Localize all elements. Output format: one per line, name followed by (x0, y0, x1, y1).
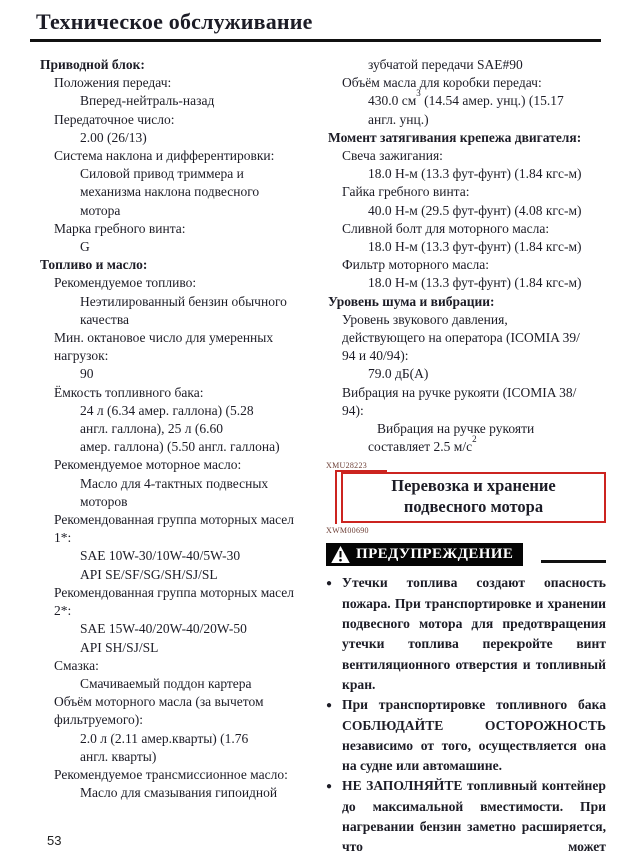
spec-line: Вибрация на ручке рукояти (ICOMIA 38/ (342, 384, 577, 400)
spec-line: Фильтр моторного масла: (342, 257, 490, 273)
spec-line: Марка гребного винта: (54, 220, 186, 236)
section-title-block (326, 472, 606, 523)
spec-line: зубчатой передачи SAE#90 (368, 57, 523, 72)
spec-line: 1*: (54, 530, 72, 546)
spec-line: 18.0 Н-м (13.3 фут-фунт) (1.84 кгс-м) (368, 239, 582, 255)
spec-line: Вибрация на ручке рукояти (377, 421, 535, 437)
spec-column-right (326, 56, 606, 858)
section-title-line1: Перевозка и хранение (391, 476, 556, 496)
spec-line: G (80, 239, 90, 255)
spec-line: 94): (342, 402, 364, 418)
spec-line: Момент затягивания крепежа двигателя: (328, 129, 582, 145)
spec-line: Рекомендуемое моторное масло: (54, 457, 242, 473)
spec-line: Объём масла для коробки передач: (342, 75, 542, 91)
red-leader-hline (335, 470, 387, 472)
spec-line: Неэтилированный бензин обычного (80, 293, 287, 309)
bullet-icon: ● (326, 781, 333, 793)
warning-banner (326, 543, 523, 566)
spec-line: мотора (80, 202, 121, 218)
spec-line: Передаточное число: (54, 111, 175, 127)
bullet-icon: ● (326, 700, 333, 712)
spec-line: Система наклона и дифферентировки: (54, 148, 275, 164)
title-rule (30, 39, 601, 42)
spec-line: нагрузок: (54, 348, 109, 364)
spec-line: Масло для 4-тактных подвесных (80, 475, 269, 491)
warning-bullet-item (326, 776, 606, 857)
spec-line: 2.00 (26/13) (80, 129, 147, 145)
spec-line: Силовой привод триммера и (80, 166, 244, 182)
page-number: 53 (47, 833, 62, 848)
page-title: Техническое обслуживание (36, 9, 313, 34)
warning-header-row (326, 543, 606, 566)
spec-column-left (38, 56, 310, 858)
spec-line: Ёмкость топливного бака: (54, 384, 204, 400)
spec-line: SAE 15W-40/20W-40/20W-50 (80, 621, 247, 637)
warning-bullet-text: НЕ ЗАПОЛНЯЙТЕ топливный контейнер до максимальной вместимости. При нагревании бензин заметно расширяется, что может (342, 778, 606, 855)
warning-bullet-list (326, 573, 606, 857)
spec-line: Вперед-нейтраль-назад (80, 93, 215, 109)
spec-line: Объём моторного масла (за вычетом (54, 694, 264, 710)
spec-line: 18.0 Н-м (13.3 фут-фунт) (1.84 кгс-м) (368, 275, 582, 291)
spec-line: 90 (80, 366, 94, 382)
spec-line: SAE 10W-30/10W-40/5W-30 (80, 548, 241, 564)
warning-rule (541, 560, 606, 563)
spec-line: Рекомендованная группа моторных масел (54, 512, 295, 528)
spec-list-right (326, 56, 606, 456)
spec-line: англ. галлона), 25 л (6.60 (80, 421, 223, 437)
spec-columns (0, 56, 625, 858)
spec-line: англ. унц.) (368, 111, 429, 127)
page-header (0, 0, 625, 35)
spec-line: действующего на оператора (ICOMIA 39/ (342, 330, 580, 346)
warning-bullet-text: Утечки топлива создают опасность пожара. При транспортировке и хранении подвесного мотора для предотвращения утечки топлива перекройте винт вентиляционного отверстия и топливный кран. (342, 575, 606, 692)
spec-line: API SH/SJ/SL (80, 639, 159, 655)
spec-line: API SE/SF/SG/SH/SJ/SL (80, 566, 218, 582)
spec-line: 79.0 дБ(А) (368, 366, 429, 382)
spec-line: 94 и 40/94): (342, 348, 409, 364)
warning-bullet-text: При транспортировке топливного бака СОБЛЮДАЙТЕ ОСТОРОЖНОСТЬ независимо от того, осуществляется она на судне или автомашине. (342, 697, 606, 774)
spec-line: Сливной болт для моторного масла: (342, 220, 550, 236)
spec-line: Рекомендуемое трансмиссионное масло: (54, 766, 288, 782)
spec-line: Масло для смазывания гипоидной (80, 785, 278, 801)
spec-line: Свеча зажигания: (342, 148, 443, 164)
warning-banner-label: ПРЕДУПРЕЖДЕНИЕ (356, 546, 514, 563)
warning-triangle-icon (331, 546, 350, 563)
spec-line: 40.0 Н-м (29.5 фут-фунт) (4.08 кгс-м) (368, 202, 582, 218)
spec-line: Смачиваемый поддон картера (80, 675, 252, 691)
spec-line: Положения передач: (54, 75, 172, 91)
spec-line: Приводной блок: (40, 57, 145, 72)
spec-line: Уровень звукового давления, (342, 311, 508, 327)
spec-line: 18.0 Н-м (13.3 фут-фунт) (1.84 кгс-м) (368, 166, 582, 182)
spec-line: Рекомендуемое топливо: (54, 275, 197, 291)
spec-line: Гайка гребного винта: (342, 184, 470, 200)
spec-line: Рекомендованная группа моторных масел (54, 584, 295, 600)
spec-line: Мин. октановое число для умеренных (54, 330, 274, 346)
spec-line: 2.0 л (2.11 амер.кварты) (1.76 (80, 730, 249, 746)
spec-line: 430.0 $см^3$ (14.54 амер. унц.) (15.17 (368, 87, 564, 109)
spec-line: моторов (80, 493, 128, 509)
spec-line: Смазка: (54, 657, 99, 673)
spec-line: качества (80, 311, 130, 327)
spec-line: англ. кварты) (80, 748, 157, 764)
figure-code-top: XMU28223 (326, 461, 368, 471)
spec-line: составляет 2.5 $м/с^2$ (368, 433, 477, 455)
warning-bullet-item (326, 573, 606, 695)
spec-line: 24 л (6.34 амер. галлона) (5.28 (80, 402, 254, 418)
figure-code-bottom: XWM00690 (326, 526, 369, 536)
spec-line: фильтруемого): (54, 712, 144, 728)
section-title-box (341, 472, 606, 523)
bullet-icon: ● (326, 578, 333, 590)
spec-line: механизма наклона подвесного (80, 184, 260, 200)
spec-line: Уровень шума и вибрации: (328, 293, 495, 309)
spec-line: Топливо и масло: (40, 257, 148, 273)
spec-line: амер. галлона) (5.50 англ. галлона) (80, 439, 280, 455)
warning-bullet-item (326, 695, 606, 776)
red-leader-vline (335, 470, 337, 524)
section-title-line2: подвесного мотора (403, 497, 544, 517)
spec-line: 2*: (54, 603, 72, 619)
